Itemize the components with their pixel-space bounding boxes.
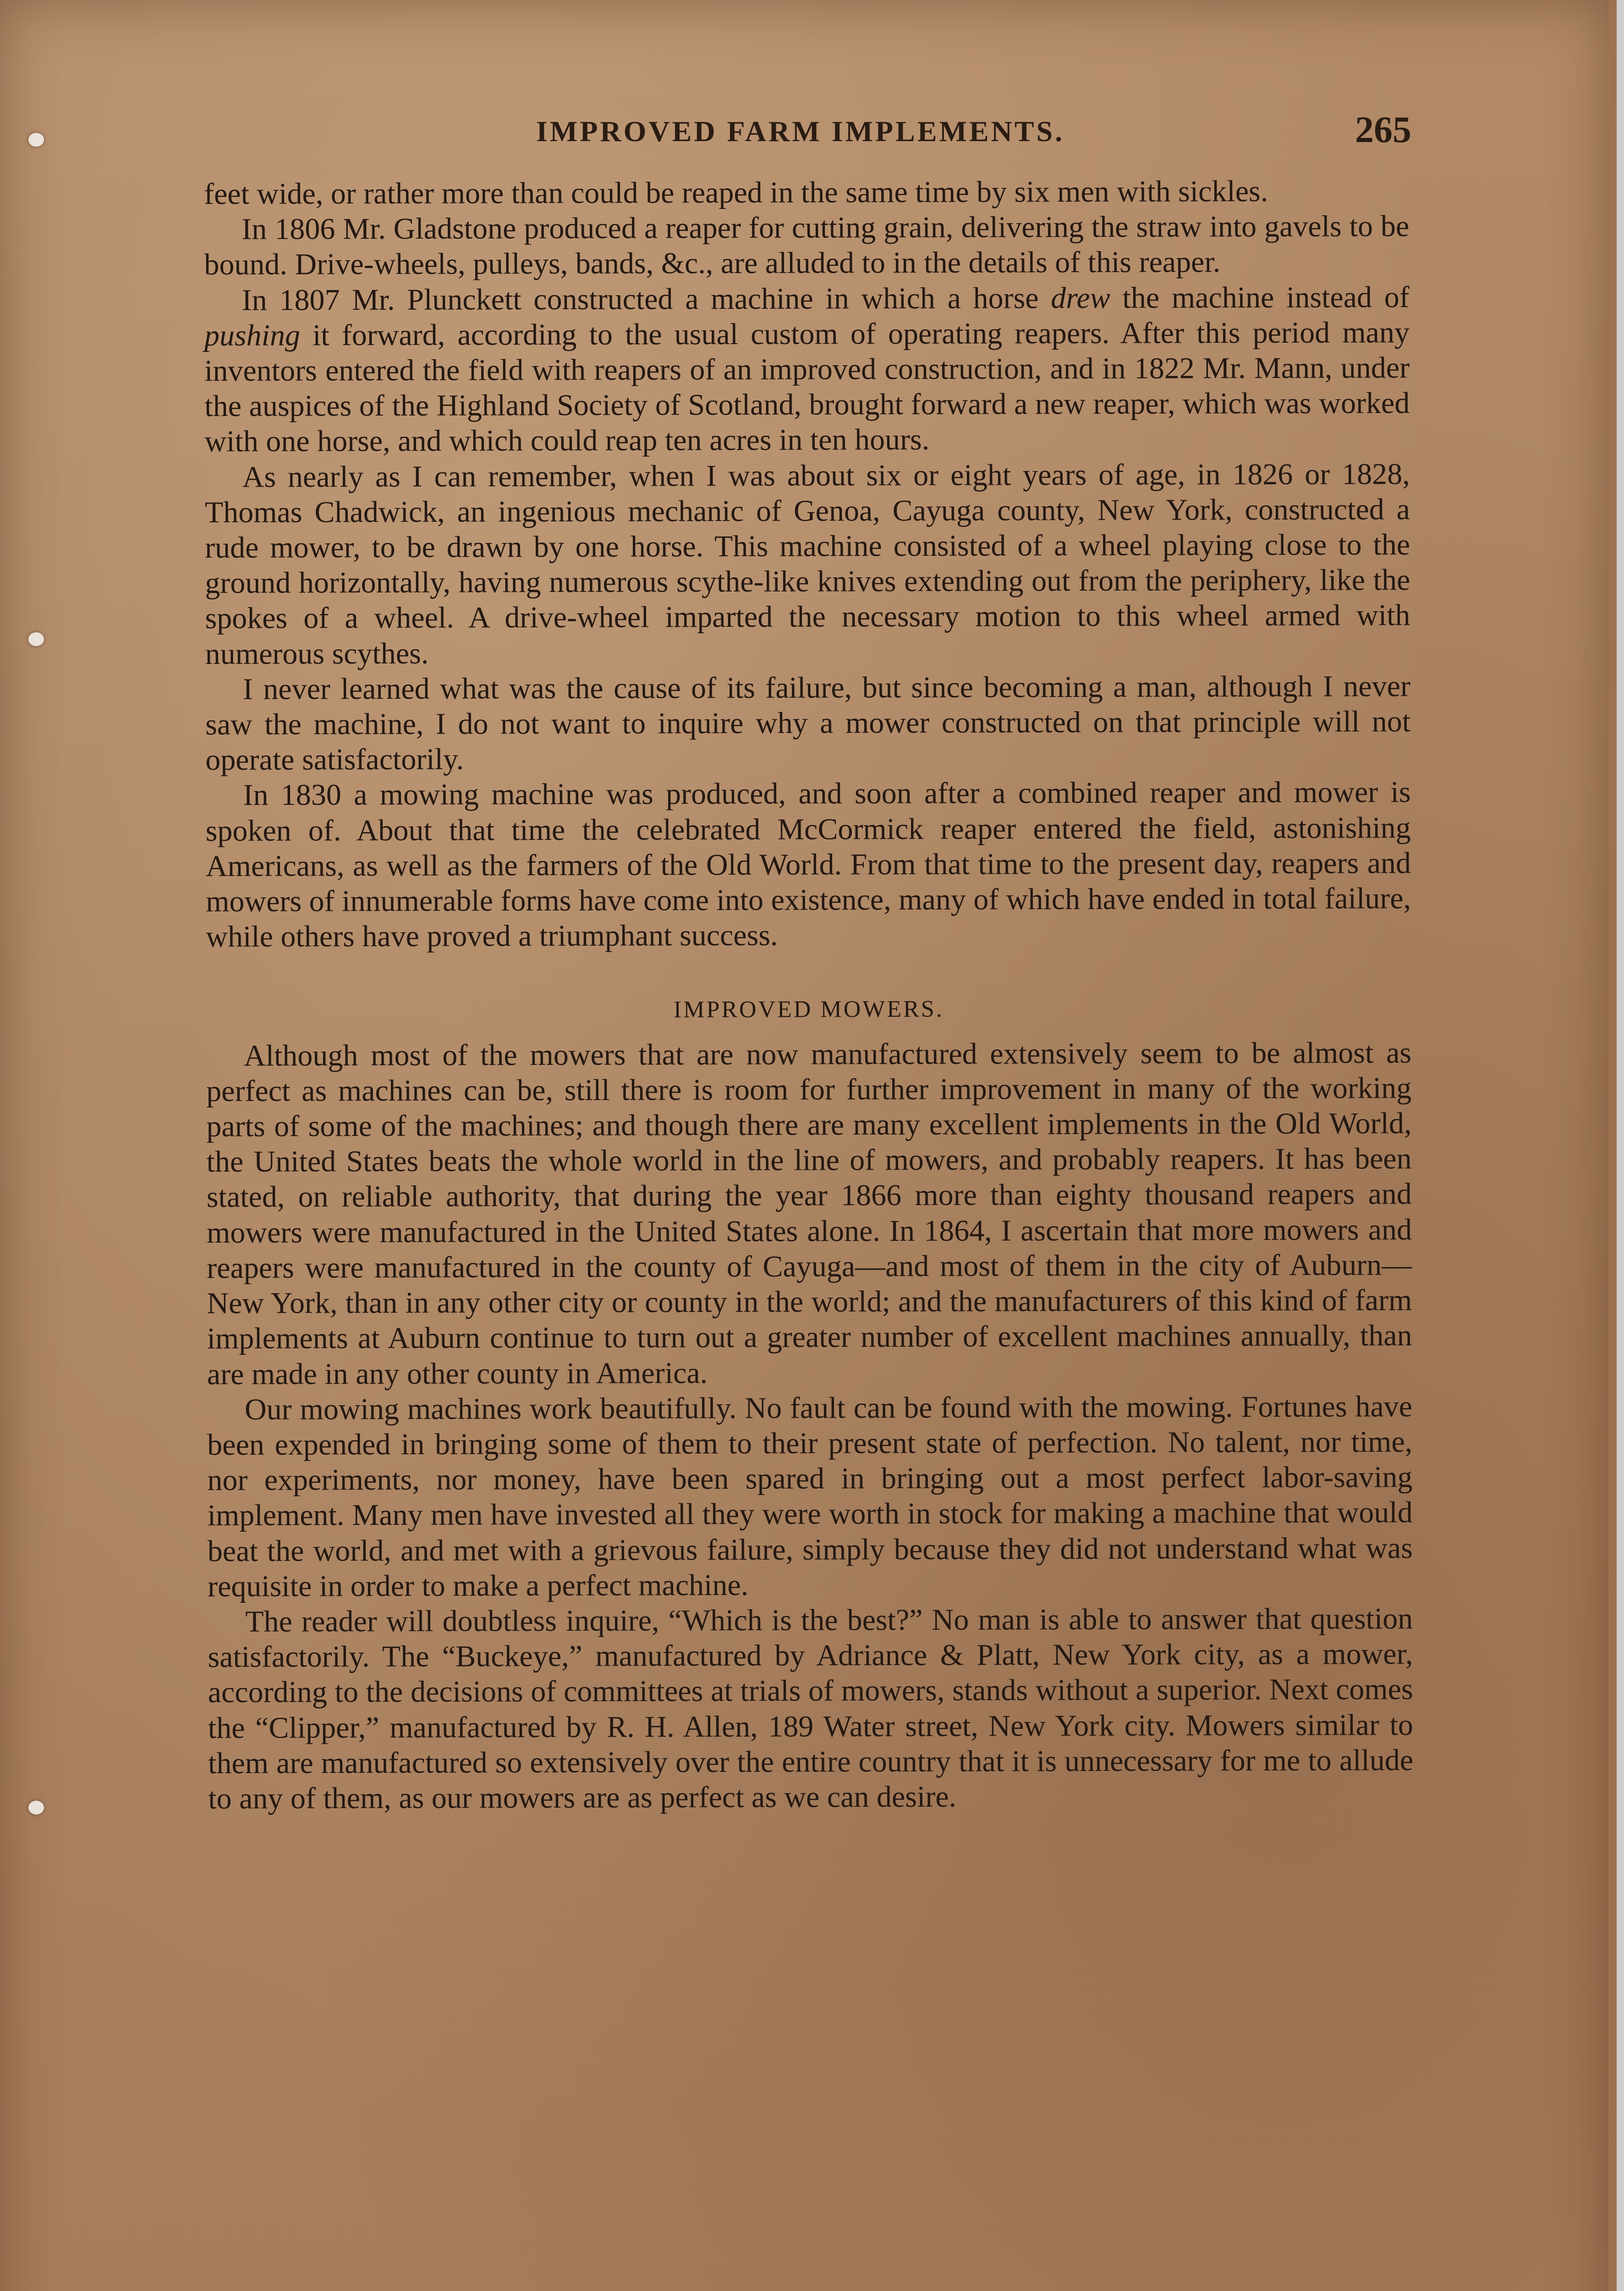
paragraph: In 1806 Mr. Gladstone produced a reaper for cutting grain, delivering the straw into gavels to be bound. Drive-wheels, pulleys, bands, &c., are alluded to in the details of this reaper. (204, 209, 1410, 282)
paragraph: Our mowing machines work beautifully. No fault can be found with the mowing. Fortunes have been expended in bringing some of them to their present state of perfection. No talent, nor time, nor experiments, nor money, have been spared in bringing out a most perfect labor-saving implement. Many men have invested all they were worth in stock for making a machine that would beat the world, and met with a grievous failure, simply because they did not understand what was requisite in order to make a perfect machine. (207, 1389, 1413, 1603)
page-header (202, 109, 1411, 165)
paragraph-plunckett (204, 280, 1410, 460)
paragraph: I never learned what was the cause of its failure, but since becoming a man, although I never saw the machine, I do not want to inquire why a mower constructed on that principle will not operate satisfactorily. (205, 669, 1411, 777)
binding-hole (28, 632, 44, 646)
text-run: the machine instead of (1110, 280, 1410, 315)
paragraph: The reader will doubtless inquire, “Which is the best?” No man is able to answer that question satisfactorily. The “Buckeye,” manufactured by Adriance & Platt, New York city, as a mower, according to the decisions of committees at trials of mowers, stands without a superior. Next comes the “Clipper,” manufactured by R. H. Allen, 189 Water street, New York city. Mowers similar to them are manufactured so extensively over the entire country that it is unnecessary for me to allude to any of them, as our mowers are as perfect as we can desire. (208, 1602, 1414, 1815)
italic-drew: drew (1051, 281, 1110, 315)
text-run: In 1807 Mr. Plunckett constructed a machine in which a horse (241, 281, 1051, 317)
page-number: 265 (1355, 109, 1411, 150)
body-text (204, 173, 1413, 1816)
running-head: IMPROVED FARM IMPLEMENTS. (536, 115, 1065, 148)
paragraph: As nearly as I can remember, when I was about six or eight years of age, in 1826 or 1828, Thomas Chadwick, an ingenious mechanic of Genoa, Cayuga county, New York, constructed a rude mower, to be drawn by one horse. This machine consisted of a wheel playing close to the ground horizontally, having numerous scythe-like knives extending out from the periphery, like the spokes of a wheel. A drive-wheel imparted the necessary motion to this wheel armed with numerous scythes. (204, 457, 1410, 671)
text-run: it forward, according to the usual custom of operating reapers. After this period many inventors entered the field with reapers of an improved construction, and in 1822 Mr. Mann, under the auspices of the Highland Society of Scotland, brought forward a new reaper, which was worked with one horse, and which could reap ten acres in ten hours. (204, 315, 1410, 459)
binding-hole (28, 1801, 44, 1814)
paragraph: In 1830 a mowing machine was produced, and soon after a combined reaper and mower is spoken of. About that time the celebrated McCormick reaper entered the field, astonishing Americans, as well as the farmers of the Old World. From that time to the present day, reapers and mowers of innumerable forms have come into existence, many of which have ended in total failure, while others have proved a triumphant success. (205, 775, 1411, 954)
paragraph: Although most of the mowers that are now manufactured extensively seem to be almost as perfect as machines can be, still there is room for further improvement in many of the working parts of some of the machines; and though there are many excellent implements in the Old World, the United States beats the whole world in the line of mowers, and probably reapers. It has been stated, on reliable authority, that during the year 1866 more than eighty thousand reapers and mowers were manufactured in the United States alone. In 1864, I ascertain that more mowers and reapers were manufactured in the county of Cayuga—and most of them in the city of Auburn—New York, than in any other city or county in the world; and the manufacturers of this kind of farm implements at Auburn continue to turn out a greater number of excellent machines annually, than are made in any other county in America. (206, 1036, 1412, 1391)
paragraph: feet wide, or rather more than could be reaped in the same time by six men with sickles. (204, 174, 1268, 211)
italic-pushing: pushing (204, 318, 301, 352)
section-heading: IMPROVED MOWERS. (673, 996, 944, 1023)
binding-hole (28, 133, 44, 147)
